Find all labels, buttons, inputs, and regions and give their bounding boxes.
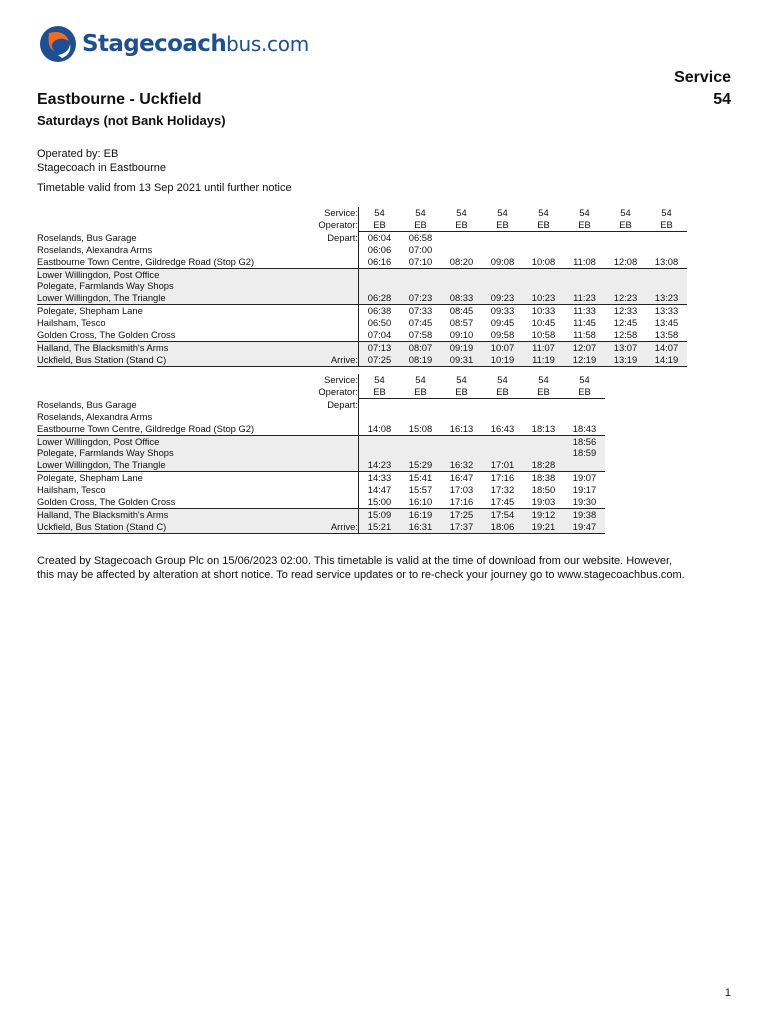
- service-row: [37, 207, 687, 219]
- timetable-row: [37, 341, 687, 353]
- depart-arrive-label: [317, 435, 359, 447]
- time-cell: [523, 411, 564, 423]
- time-cell: 12:23: [605, 292, 646, 304]
- stop-name: Polegate, Shepham Lane: [37, 472, 317, 484]
- timetable-row: [37, 280, 687, 292]
- timetable-body: [37, 207, 687, 366]
- time-cell: 14:08: [359, 423, 401, 435]
- service-number-cell: 54: [579, 207, 590, 218]
- time-cell: [482, 231, 523, 243]
- time-cell: 09:19: [441, 341, 482, 353]
- time-cell: 18:56: [564, 435, 605, 447]
- time-cell: 18:59: [564, 447, 605, 459]
- depart-arrive-label: [317, 268, 359, 280]
- stop-cell: [37, 374, 317, 386]
- depart-arrive-label: [317, 447, 359, 459]
- time-cell: [400, 411, 441, 423]
- route-title: Eastbourne - Uckfield: [37, 91, 202, 108]
- time-cell: 10:23: [523, 292, 564, 304]
- time-cell: 17:32: [490, 484, 515, 496]
- timetable-row: [37, 521, 605, 533]
- stop-name: Hailsham, Tesco: [37, 317, 106, 329]
- time-cell: [400, 398, 441, 410]
- time-cell: [400, 280, 441, 292]
- timetable-row: [37, 244, 687, 256]
- time-cell: 12:19: [564, 354, 605, 366]
- logo-wordmark: [82, 31, 309, 57]
- page-number: 1: [724, 987, 731, 999]
- operator-cell: EB: [359, 386, 401, 398]
- stop-name: Golden Cross, The Golden Cross: [37, 329, 176, 341]
- time-cell: [441, 231, 482, 243]
- time-cell: [441, 411, 482, 423]
- service-label: Service: [674, 69, 731, 86]
- time-cell: 15:21: [359, 521, 401, 533]
- time-cell: 16:10: [408, 496, 433, 508]
- stop-name: Halland, The Blacksmith's Arms: [37, 508, 317, 520]
- time-cell: 07:23: [400, 292, 441, 304]
- stop-name: Eastbourne Town Centre, Gildredge Road (Stop G2): [37, 255, 255, 267]
- time-cell: [359, 447, 401, 459]
- operator-cell: EB: [646, 219, 687, 231]
- depart-arrive-label: [317, 292, 359, 304]
- time-cell: 09:58: [490, 329, 515, 341]
- time-cell: [400, 435, 441, 447]
- time-cell: 07:10: [408, 255, 433, 267]
- time-cell: 08:57: [449, 317, 474, 329]
- time-cell: 07:04: [359, 329, 401, 341]
- time-cell: [605, 231, 646, 243]
- stop-cell: [37, 207, 317, 219]
- time-cell: [482, 280, 523, 292]
- time-cell: 08:33: [441, 292, 482, 304]
- stop-name: Polegate, Farmlands Way Shops: [37, 280, 317, 292]
- time-cell: [605, 244, 646, 256]
- operator-cell: EB: [605, 219, 646, 231]
- time-cell: 17:16: [449, 496, 474, 508]
- timetable-body: [37, 374, 605, 533]
- time-cell: 15:57: [408, 484, 433, 496]
- day-type: Saturdays (not Bank Holidays): [37, 113, 226, 128]
- operator-cell: EB: [441, 386, 482, 398]
- time-cell: 07:00: [408, 243, 433, 255]
- stop-name: Roselands, Bus Garage: [37, 398, 137, 410]
- time-cell: 18:06: [482, 521, 523, 533]
- time-cell: [482, 411, 523, 423]
- time-cell: 14:23: [359, 459, 401, 471]
- stop-name: Roselands, Bus Garage: [37, 231, 137, 243]
- operator-cell: EB: [564, 386, 605, 398]
- service-number-cell: 54: [579, 374, 590, 385]
- time-cell: 09:33: [482, 305, 523, 317]
- time-cell: 15:41: [400, 472, 441, 484]
- service-row: [37, 374, 605, 386]
- time-cell: [646, 231, 687, 243]
- stop-name: Hailsham, Tesco: [37, 484, 106, 496]
- time-cell: [646, 244, 687, 256]
- time-cell: 15:00: [359, 496, 401, 508]
- time-cell: 19:03: [531, 496, 556, 508]
- operator-cell: EB: [400, 219, 441, 231]
- footer-line-1: Created by Stagecoach Group Plc on 15/06/2023 02:00. This timetable is valid at the time of download from our website. However,: [37, 555, 673, 567]
- time-cell: 08:45: [441, 305, 482, 317]
- time-cell: 10:58: [531, 329, 556, 341]
- timetable-row: [37, 268, 687, 280]
- time-cell: 10:33: [523, 305, 564, 317]
- timetable-row: [37, 447, 605, 459]
- service-number-cell: 54: [661, 207, 672, 218]
- timetable-row: [37, 231, 687, 243]
- time-cell: 11:08: [573, 255, 596, 267]
- time-cell: [523, 280, 564, 292]
- stop-name: Roselands, Alexandra Arms: [37, 410, 153, 422]
- service-number: 54: [713, 91, 731, 108]
- time-cell: 09:23: [482, 292, 523, 304]
- time-cell: 08:19: [400, 354, 441, 366]
- stop-name: Uckfield, Bus Station (Stand C): [37, 354, 317, 366]
- time-cell: [482, 447, 523, 459]
- time-cell: 06:38: [359, 305, 401, 317]
- time-cell: [441, 268, 482, 280]
- time-cell: 19:47: [564, 521, 605, 533]
- service-number-cell: 54: [415, 374, 426, 385]
- operator-cell: EB: [564, 219, 605, 231]
- time-cell: 09:10: [449, 329, 474, 341]
- time-cell: [564, 280, 605, 292]
- depart-arrive-label: [317, 459, 359, 471]
- service-label-cell: Service:: [324, 374, 358, 385]
- timetable-row: [37, 472, 605, 484]
- time-cell: 18:28: [523, 459, 564, 471]
- time-cell: 15:09: [359, 508, 401, 520]
- time-cell: 18:50: [531, 484, 556, 496]
- time-cell: [646, 280, 687, 292]
- operator-cell: EB: [482, 386, 523, 398]
- time-cell: [359, 398, 401, 410]
- time-cell: 19:07: [564, 472, 605, 484]
- stop-cell: [37, 386, 317, 398]
- operator-cell: EB: [359, 219, 401, 231]
- time-cell: 09:31: [441, 354, 482, 366]
- time-cell: 19:38: [564, 508, 605, 520]
- operator-label-cell: Operator:: [318, 386, 358, 398]
- time-cell: [441, 280, 482, 292]
- time-cell: [441, 447, 482, 459]
- time-cell: 13:33: [646, 305, 687, 317]
- logo-domain: bus.com: [226, 32, 309, 56]
- time-cell: [359, 411, 401, 423]
- time-cell: 06:50: [359, 317, 401, 329]
- time-cell: 17:25: [441, 508, 482, 520]
- time-cell: [441, 398, 482, 410]
- time-cell: 09:45: [490, 317, 515, 329]
- timetable-row: [37, 329, 687, 341]
- stop-name: Golden Cross, The Golden Cross: [37, 496, 176, 508]
- depart-arrive-label: [317, 244, 359, 256]
- time-cell: 14:07: [646, 341, 687, 353]
- time-cell: 13:23: [646, 292, 687, 304]
- time-cell: 17:03: [449, 484, 474, 496]
- operator-cell: EB: [523, 386, 564, 398]
- stagecoach-logo: [38, 22, 309, 66]
- depart-arrive-label: Arrive:: [317, 521, 359, 533]
- timetable-row: [37, 423, 605, 435]
- timetable-row: [37, 305, 687, 317]
- time-cell: 12:58: [613, 329, 638, 341]
- time-cell: 13:08: [654, 255, 679, 267]
- time-cell: 10:19: [482, 354, 523, 366]
- time-cell: 18:13: [531, 422, 556, 434]
- time-cell: [400, 268, 441, 280]
- time-cell: [523, 435, 564, 447]
- timetable-row: [37, 292, 687, 304]
- time-cell: 11:45: [573, 317, 596, 329]
- service-number-cell: 54: [359, 374, 401, 386]
- time-cell: 10:08: [531, 255, 556, 267]
- stop-name: Lower Willingdon, The Triangle: [37, 459, 317, 471]
- time-cell: 17:37: [441, 521, 482, 533]
- timetable-row: [37, 398, 605, 410]
- depart-arrive-label: [317, 329, 359, 341]
- time-cell: 15:08: [408, 422, 433, 434]
- stop-name: Polegate, Shepham Lane: [37, 305, 317, 317]
- time-cell: [441, 244, 482, 256]
- stop-name: Halland, The Blacksmith's Arms: [37, 341, 317, 353]
- operator-row: [37, 386, 605, 398]
- depart-arrive-label: Depart:: [327, 398, 358, 410]
- time-cell: [441, 435, 482, 447]
- time-cell: 06:16: [359, 256, 401, 268]
- timetable-row: [37, 496, 605, 508]
- depart-arrive-label: [317, 484, 359, 496]
- operator-name: Stagecoach in Eastbourne: [37, 162, 167, 174]
- service-number-cell: 54: [456, 374, 467, 385]
- depart-arrive-label: Arrive:: [317, 354, 359, 366]
- time-cell: 17:16: [482, 472, 523, 484]
- time-cell: [359, 435, 401, 447]
- time-cell: 14:19: [646, 354, 687, 366]
- service-number-cell: 54: [497, 207, 508, 218]
- time-cell: [359, 280, 401, 292]
- time-cell: 14:47: [359, 484, 401, 496]
- time-cell: [359, 268, 401, 280]
- time-cell: 19:21: [523, 521, 564, 533]
- time-cell: 19:17: [572, 484, 597, 496]
- time-cell: [482, 268, 523, 280]
- timetable-row: [37, 435, 605, 447]
- time-cell: [605, 280, 646, 292]
- timetable-row: [37, 508, 605, 520]
- depart-arrive-label: [317, 305, 359, 317]
- time-cell: 18:43: [572, 422, 597, 434]
- time-cell: [482, 398, 523, 410]
- stagecoach-emblem-icon: [38, 24, 78, 64]
- time-cell: 19:12: [523, 508, 564, 520]
- time-cell: 07:58: [408, 329, 433, 341]
- time-cell: 12:08: [613, 255, 638, 267]
- time-cell: 17:45: [490, 496, 515, 508]
- service-number-cell: 54: [538, 207, 549, 218]
- time-cell: 16:31: [400, 521, 441, 533]
- service-number-cell: 54: [359, 207, 401, 219]
- stop-name: Polegate, Farmlands Way Shops: [37, 447, 317, 459]
- time-cell: 08:07: [400, 341, 441, 353]
- timetable-row: [37, 459, 605, 471]
- validity-note: Timetable valid from 13 Sep 2021 until further notice: [37, 182, 292, 194]
- timetable-row: [37, 256, 687, 268]
- depart-arrive-label: [317, 256, 359, 268]
- depart-arrive-label: [317, 508, 359, 520]
- footer-line-2: this may be affected by alteration at short notice. To read service updates or to re-check your journey go to www.stagecoachbus.com.: [37, 569, 685, 581]
- time-cell: 11:19: [523, 354, 564, 366]
- time-cell: [564, 268, 605, 280]
- depart-arrive-label: [317, 472, 359, 484]
- service-number-cell: 54: [415, 207, 426, 218]
- depart-arrive-label: Depart:: [327, 231, 358, 243]
- time-cell: 18:38: [523, 472, 564, 484]
- service-label-cell: Service:: [324, 207, 358, 218]
- time-cell: 12:45: [613, 317, 638, 329]
- time-cell: [523, 398, 564, 410]
- time-cell: 14:33: [359, 472, 401, 484]
- operator-cell: EB: [441, 219, 482, 231]
- time-cell: 07:13: [359, 341, 401, 353]
- stop-name: Lower Willingdon, The Triangle: [37, 292, 317, 304]
- time-cell: 09:08: [490, 255, 515, 267]
- time-cell: 16:13: [449, 422, 474, 434]
- depart-arrive-label: [317, 317, 359, 329]
- operator-row: [37, 219, 687, 231]
- stop-name: Lower Willingdon, Post Office: [37, 435, 317, 447]
- time-cell: 07:33: [400, 305, 441, 317]
- depart-arrive-label: [317, 280, 359, 292]
- time-cell: 13:19: [605, 354, 646, 366]
- operated-by: Operated by: EB: [37, 148, 119, 160]
- time-cell: [605, 268, 646, 280]
- time-cell: 13:45: [654, 317, 679, 329]
- time-cell: [564, 398, 605, 410]
- service-number-cell: 54: [456, 207, 467, 218]
- time-cell: 11:33: [564, 305, 605, 317]
- timetable-row: [37, 484, 605, 496]
- time-cell: [482, 244, 523, 256]
- stop-cell: [37, 219, 317, 231]
- stop-name: Roselands, Alexandra Arms: [37, 243, 153, 255]
- time-cell: [523, 244, 564, 256]
- time-cell: [523, 231, 564, 243]
- time-cell: 07:45: [408, 317, 433, 329]
- time-cell: 16:47: [441, 472, 482, 484]
- time-cell: 11:58: [573, 329, 596, 341]
- depart-arrive-label: [317, 341, 359, 353]
- time-cell: 06:04: [359, 231, 401, 243]
- time-cell: 13:58: [654, 329, 679, 341]
- time-cell: 17:54: [482, 508, 523, 520]
- time-cell: 11:23: [564, 292, 605, 304]
- time-cell: 06:58: [408, 231, 433, 243]
- time-cell: 16:32: [441, 459, 482, 471]
- time-cell: 17:01: [482, 459, 523, 471]
- time-cell: [564, 231, 605, 243]
- stop-name: Eastbourne Town Centre, Gildredge Road (Stop G2): [37, 422, 255, 434]
- timetable-afternoon: [37, 374, 605, 534]
- logo-brand: Stagecoach: [82, 31, 227, 57]
- time-cell: [646, 268, 687, 280]
- operator-cell: EB: [482, 219, 523, 231]
- depart-arrive-label: [317, 496, 359, 508]
- time-cell: 16:43: [490, 422, 515, 434]
- time-cell: [482, 435, 523, 447]
- time-cell: [523, 447, 564, 459]
- footer-note: [37, 554, 737, 582]
- time-cell: [564, 244, 605, 256]
- time-cell: 06:28: [359, 292, 401, 304]
- service-number-cell: 54: [620, 207, 631, 218]
- operator-cell: EB: [523, 219, 564, 231]
- service-number-cell: 54: [497, 374, 508, 385]
- time-cell: [564, 411, 605, 423]
- time-cell: 13:07: [605, 341, 646, 353]
- stop-name: Uckfield, Bus Station (Stand C): [37, 521, 317, 533]
- time-cell: 15:29: [400, 459, 441, 471]
- timetable-row: [37, 354, 687, 366]
- time-cell: 12:33: [605, 305, 646, 317]
- operator-label-cell: Operator:: [318, 219, 358, 231]
- time-cell: [523, 268, 564, 280]
- operator-cell: EB: [400, 386, 441, 398]
- time-cell: [564, 459, 605, 471]
- time-cell: 10:07: [482, 341, 523, 353]
- depart-arrive-label: [317, 423, 359, 435]
- stop-name: Lower Willingdon, Post Office: [37, 268, 317, 280]
- timetable-row: [37, 411, 605, 423]
- time-cell: 06:06: [359, 244, 401, 256]
- time-cell: 10:45: [531, 317, 556, 329]
- time-cell: 16:19: [400, 508, 441, 520]
- timetable-morning: [37, 207, 687, 367]
- time-cell: [400, 447, 441, 459]
- time-cell: 07:25: [359, 354, 401, 366]
- time-cell: 08:20: [449, 255, 474, 267]
- timetable-row: [37, 317, 687, 329]
- time-cell: 11:07: [523, 341, 564, 353]
- time-cell: 19:30: [572, 496, 597, 508]
- service-number-cell: 54: [538, 374, 549, 385]
- depart-arrive-label: [317, 411, 359, 423]
- time-cell: 12:07: [564, 341, 605, 353]
